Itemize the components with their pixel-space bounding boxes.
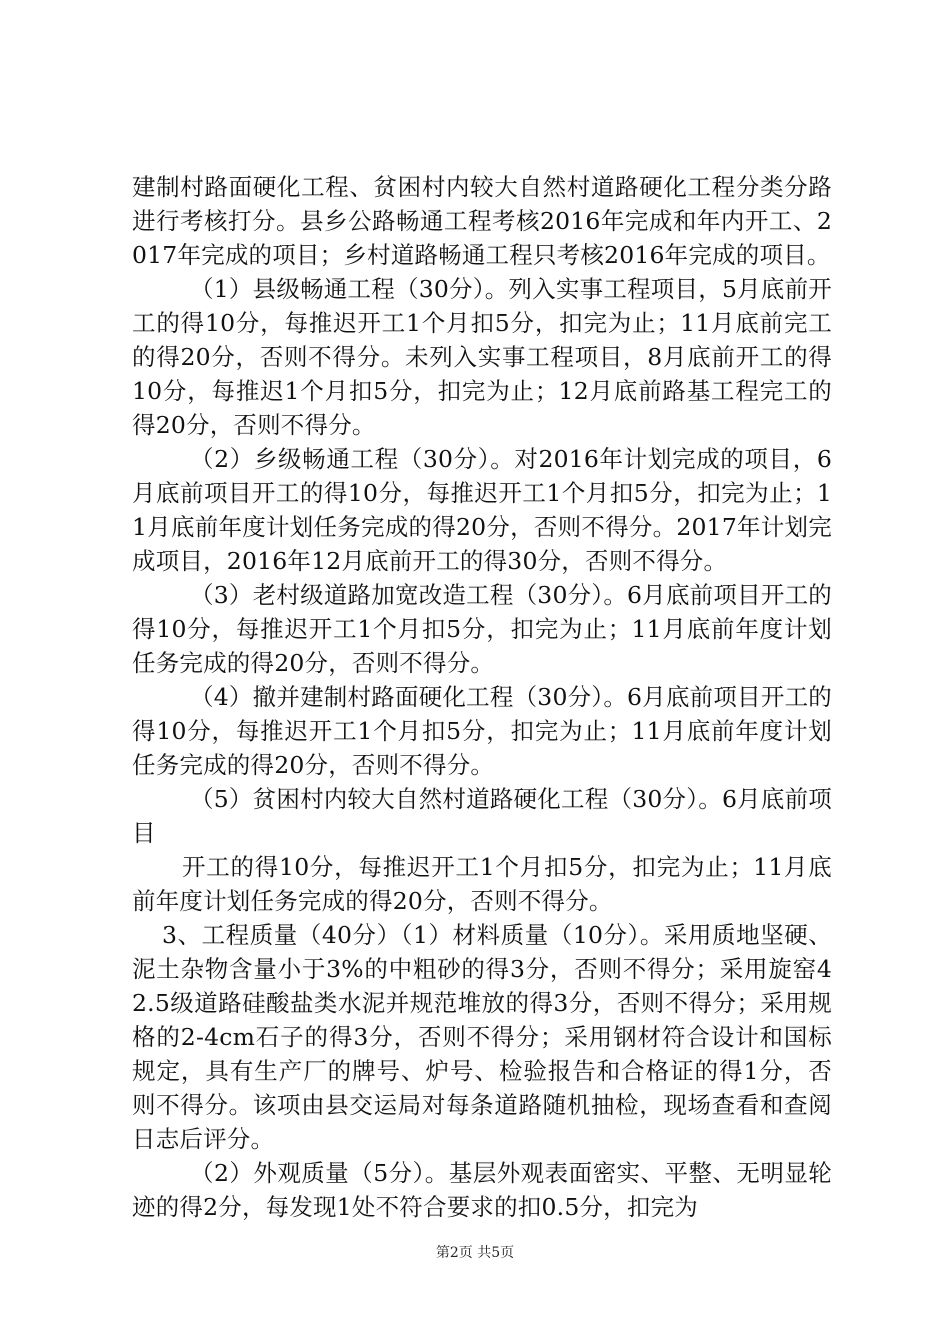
- paragraph-poor-village: （5）贫困村内较大自然村道路硬化工程（30分）。6月底前项目: [132, 785, 832, 847]
- paragraph-continuation: 建制村路面硬化工程、贫困村内较大自然村道路硬化工程分类分路进行考核打分。县乡公路畅通工程考核2016年完成和年内开工、2017年完成的项目；乡村道路畅通工程只考核2016年完成的项目。: [132, 173, 832, 269]
- page-footer: 第2页 共5页: [435, 1245, 515, 1261]
- document-body: [132, 170, 832, 1224]
- paragraph-appearance-quality: （2）外观质量（5分）。基层外观表面密实、平整、无明显轮迹的得2分，每发现1处不符合要求的扣0.5分，扣完为: [132, 1159, 832, 1221]
- paragraph-township-project: （2）乡级畅通工程（30分）。对2016年计划完成的项目，6月底前项目开工的得10分，每推迟开工1个月扣5分，扣完为止；11月底前年度计划任务完成的得20分，否则不得分。2017年计划完成项目，2016年12月底前开工的得30分，否则不得分。: [132, 445, 832, 575]
- paragraph-merged-village: （4）撤并建制村路面硬化工程（30分）。6月底前项目开工的得10分，每推迟开工1个月扣5分，扣完为止；11月底前年度计划任务完成的得20分，否则不得分。: [132, 683, 832, 779]
- paragraph-poor-village-continued: 开工的得10分，每推迟开工1个月扣5分，扣完为止；11月底前年度计划任务完成的得20分，否则不得分。: [132, 853, 832, 915]
- paragraph-village-widening: （3）老村级道路加宽改造工程（30分）。6月底前项目开工的得10分，每推迟开工1个月扣5分，扣完为止；11月底前年度计划任务完成的得20分，否则不得分。: [132, 581, 832, 677]
- paragraph-county-project: （1）县级畅通工程（30分）。列入实事工程项目，5月底前开工的得10分，每推迟开工1个月扣5分，扣完为止；11月底前完工的得20分，否则不得分。未列入实事工程项目，8月底前开工的得10分，每推迟1个月扣5分，扣完为止；12月底前路基工程完工的得20分，否则不得分。: [132, 275, 832, 439]
- paragraph-engineering-quality: 3、工程质量（40分）（1）材料质量（10分）。采用质地坚硬、泥土杂物含量小于3%的中粗砂的得3分，否则不得分；采用旋窑42.5级道路硅酸盐类水泥并规范堆放的得3分，否则不得分；采用规格的2-4cm石子的得3分，否则不得分；采用钢材符合设计和国标规定，具有生产厂的牌号、炉号、检验报告和合格证的得1分，否则不得分。该项由县交运局对每条道路随机抽检，现场查看和查阅日志后评分。: [132, 921, 832, 1153]
